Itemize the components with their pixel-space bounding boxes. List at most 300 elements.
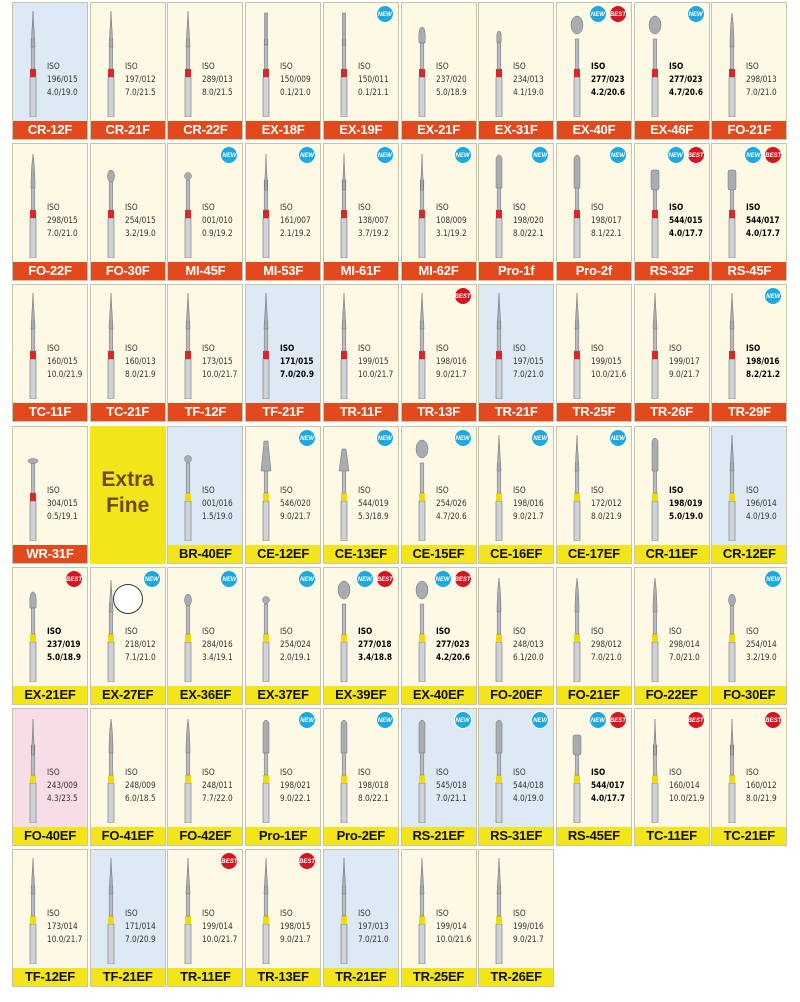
product-code: CE-15EF [402, 545, 476, 563]
bur-head [109, 293, 113, 329]
iso-code: 108/009 [435, 216, 467, 227]
product-specs [47, 626, 83, 665]
product-card[interactable] [478, 284, 554, 422]
product-card[interactable] [478, 143, 554, 281]
iso-code: 234/013 [513, 75, 544, 85]
product-specs [669, 485, 705, 524]
bur-body [419, 321, 425, 399]
dimensions: 6.1/20.0 [513, 652, 544, 663]
dimensions: 3.2/19.0 [746, 652, 777, 663]
product-card[interactable] [12, 284, 88, 422]
bur-image [256, 150, 276, 258]
product-code: TF-12EF [13, 968, 87, 986]
bur-head [575, 293, 579, 329]
product-specs [669, 626, 705, 665]
product-card[interactable] [167, 426, 243, 564]
iso-code: 277/023 [435, 639, 470, 650]
product-specs [746, 343, 782, 382]
bur-body [341, 463, 347, 541]
badges [589, 5, 629, 23]
product-code: TC-11F [13, 403, 87, 421]
badges [609, 429, 629, 447]
product-card[interactable] [167, 567, 243, 705]
bur-head [730, 293, 734, 329]
dimensions: 10.0/21.7 [357, 370, 394, 381]
product-card[interactable] [401, 849, 477, 987]
product-card[interactable] [711, 426, 787, 564]
product-card[interactable] [167, 708, 243, 846]
dimensions: 10.0/21.7 [47, 935, 83, 946]
bur-head [338, 581, 350, 599]
product-code: FO-21EF [557, 686, 631, 704]
product-card[interactable] [12, 567, 88, 705]
bur-head [339, 449, 349, 471]
bur-body [496, 321, 502, 399]
product-card[interactable] [90, 143, 166, 281]
bur-body [30, 321, 36, 399]
dimensions: 0.1/21.0 [280, 88, 311, 98]
product-card[interactable] [245, 143, 321, 281]
iso-label: ISO [280, 768, 293, 778]
bur-image [23, 856, 43, 964]
iso-code: 138/007 [357, 216, 389, 227]
bur-image [489, 291, 509, 399]
badges [376, 429, 396, 447]
bur-head [342, 858, 346, 894]
product-code: TR-26F [635, 403, 709, 421]
bur-body [729, 463, 735, 541]
product-card[interactable] [323, 708, 399, 846]
iso-code: 248/013 [513, 639, 544, 650]
iso-label: ISO [746, 344, 761, 355]
product-card[interactable] [245, 708, 321, 846]
dimensions: 6.0/18.5 [124, 794, 156, 804]
new-badge: NEW [454, 429, 472, 447]
iso-code: 545/018 [435, 781, 467, 791]
new-badge: NEW [298, 570, 316, 588]
iso-code: 160/014 [668, 781, 700, 791]
product-specs [358, 485, 394, 524]
product-code: MI-45F [168, 262, 242, 280]
bur-image [412, 9, 432, 117]
new-badge: NEW [764, 287, 782, 305]
iso-label: ISO [435, 626, 450, 637]
new-badge: NEW [376, 429, 394, 447]
product-card[interactable] [401, 143, 477, 281]
dimensions: 7.0/21.0 [357, 935, 389, 946]
product-specs [513, 767, 549, 806]
product-code: FO-30EF [712, 686, 786, 704]
bur-body [341, 39, 347, 117]
bur-head [265, 13, 268, 45]
bur-image [645, 9, 665, 117]
product-specs [125, 626, 161, 665]
bur-head [496, 720, 502, 753]
product-specs [436, 908, 472, 947]
bur-image [334, 291, 354, 399]
bur-body [574, 604, 580, 682]
best-badge: BEST [220, 852, 238, 870]
bur-body [419, 39, 425, 117]
badges [454, 711, 474, 729]
iso-label: ISO [202, 909, 216, 920]
iso-label: ISO [668, 626, 682, 637]
bur-image [412, 856, 432, 964]
product-code: CE-12EF [246, 545, 320, 563]
product-specs [513, 343, 549, 382]
product-code: Pro-1EF [246, 827, 320, 845]
iso-label: ISO [513, 909, 526, 920]
bur-head [575, 435, 579, 471]
dimensions: 4.0/19.0 [746, 511, 777, 522]
iso-label: ISO [435, 203, 449, 214]
bur-body [496, 886, 502, 964]
bur-head [573, 735, 581, 755]
iso-label: ISO [202, 203, 216, 214]
new-badge: NEW [298, 146, 316, 164]
product-specs [47, 908, 83, 947]
bur-head [265, 154, 268, 190]
iso-label: ISO [668, 203, 683, 214]
product-card[interactable] [478, 426, 554, 564]
iso-code: 298/013 [746, 75, 777, 85]
product-specs [202, 202, 238, 241]
bur-head [185, 173, 192, 180]
bur-head [574, 155, 580, 188]
iso-code: 160/012 [746, 781, 777, 791]
product-specs [280, 626, 316, 665]
product-specs [591, 485, 627, 524]
bur-image [23, 291, 43, 399]
product-code: Pro-1f [479, 262, 553, 280]
product-card[interactable] [556, 567, 632, 705]
iso-code: 289/013 [202, 75, 234, 85]
badges [298, 711, 318, 729]
iso-code: 199/015 [590, 357, 622, 368]
iso-code: 544/017 [590, 781, 625, 791]
product-card[interactable] [556, 143, 632, 281]
dimensions: 3.4/19.1 [202, 652, 234, 663]
iso-label: ISO [202, 626, 216, 637]
iso-code: 172/012 [590, 498, 622, 509]
product-code: RS-45EF [557, 827, 631, 845]
dimensions: 4.0/17.7 [746, 229, 781, 240]
product-card[interactable] [12, 2, 88, 140]
dimensions: 3.4/18.8 [357, 652, 392, 663]
new-badge: NEW [454, 711, 472, 729]
product-card[interactable] [12, 708, 88, 846]
iso-code: 199/016 [513, 922, 544, 933]
bur-head [496, 155, 502, 188]
bur-body [652, 180, 658, 258]
best-badge: BEST [764, 146, 782, 164]
product-card[interactable] [245, 2, 321, 140]
iso-label: ISO [590, 62, 606, 72]
badges [687, 711, 707, 729]
product-specs [202, 626, 238, 665]
product-specs [513, 908, 549, 947]
iso-code: 196/014 [746, 498, 777, 509]
bur-head [109, 719, 113, 753]
dimensions: 8.0/21.9 [124, 370, 156, 381]
product-card[interactable] [556, 2, 632, 140]
iso-label: ISO [668, 768, 682, 778]
dimensions: 8.0/21.9 [746, 794, 777, 804]
iso-code: 277/023 [668, 75, 703, 85]
bur-head [342, 154, 345, 190]
bur-image [334, 715, 354, 823]
product-card[interactable] [245, 426, 321, 564]
new-badge: NEW [376, 711, 394, 729]
iso-code: 298/012 [590, 639, 622, 650]
product-card[interactable] [711, 2, 787, 140]
product-card[interactable] [323, 284, 399, 422]
product-card[interactable] [167, 2, 243, 140]
product-card[interactable] [90, 567, 166, 705]
iso-label: ISO [47, 909, 60, 920]
product-specs [358, 61, 394, 100]
bur-body [652, 463, 658, 541]
dimensions: 0.1/21.1 [357, 88, 389, 98]
product-specs [202, 343, 238, 382]
badges [744, 146, 784, 164]
product-specs [436, 485, 472, 524]
product-code: EX-31F [479, 121, 553, 139]
badges [764, 287, 784, 305]
badges [65, 570, 85, 588]
product-card[interactable] [556, 426, 632, 564]
bur-head [263, 720, 269, 753]
iso-label: ISO [513, 768, 526, 778]
bur-body [419, 886, 425, 964]
product-card[interactable] [401, 426, 477, 564]
product-specs [280, 767, 316, 806]
bur-image [23, 433, 43, 541]
bur-body [108, 39, 114, 117]
bur-body [652, 39, 658, 117]
dimensions: 2.0/19.1 [280, 652, 311, 663]
product-specs [47, 485, 83, 524]
badges [376, 5, 396, 23]
product-card[interactable] [90, 708, 166, 846]
bur-body [574, 463, 580, 541]
bur-body [30, 604, 36, 682]
bur-head [31, 858, 35, 894]
iso-code: 304/015 [47, 498, 78, 509]
bur-image [567, 150, 587, 258]
product-code: EX-46F [635, 121, 709, 139]
iso-label: ISO [435, 768, 449, 778]
product-code: MI-61F [324, 262, 398, 280]
best-badge: BEST [298, 852, 316, 870]
product-code: CR-12F [13, 121, 87, 139]
bur-image [23, 574, 43, 682]
product-card[interactable] [711, 708, 787, 846]
bur-body [652, 321, 658, 399]
product-card[interactable] [478, 2, 554, 140]
product-specs [746, 626, 782, 665]
bur-head [418, 27, 424, 43]
bur-image [567, 574, 587, 682]
dimensions: 4.1/19.0 [513, 88, 544, 98]
product-code: TR-29F [712, 403, 786, 421]
bur-body [729, 745, 735, 823]
dimensions: 4.0/17.7 [590, 794, 625, 804]
product-code: EX-21F [402, 121, 476, 139]
bur-image [722, 9, 742, 117]
product-card[interactable] [634, 426, 710, 564]
bur-body [263, 180, 269, 258]
new-badge: NEW [454, 146, 472, 164]
product-specs [358, 343, 394, 382]
badges [298, 570, 318, 588]
iso-label: ISO [47, 203, 60, 214]
bur-image [489, 856, 509, 964]
product-card[interactable] [323, 143, 399, 281]
bur-head [31, 154, 35, 188]
iso-label: ISO [435, 485, 449, 496]
bur-image [23, 150, 43, 258]
product-specs [591, 343, 627, 382]
bur-image [256, 574, 276, 682]
bur-head [186, 719, 190, 753]
product-card[interactable] [711, 284, 787, 422]
dimensions: 7.0/21.0 [513, 370, 544, 381]
product-card[interactable] [711, 143, 787, 281]
iso-code: 237/019 [47, 639, 81, 650]
product-code: EX-39EF [324, 686, 398, 704]
bur-image [412, 291, 432, 399]
iso-code: 198/019 [668, 498, 703, 509]
product-card[interactable] [167, 143, 243, 281]
dimensions: 10.0/21.6 [435, 935, 471, 946]
iso-code: 237/020 [435, 75, 467, 85]
iso-label: ISO [590, 203, 604, 214]
product-code: TC-21F [91, 403, 165, 421]
product-specs [746, 485, 782, 524]
product-card[interactable] [478, 849, 554, 987]
bur-head [420, 154, 423, 190]
product-card[interactable] [167, 284, 243, 422]
bur-image [178, 574, 198, 682]
dimensions: 5.0/18.9 [47, 652, 81, 663]
bur-image [178, 433, 198, 541]
product-card[interactable] [634, 284, 710, 422]
product-card[interactable] [401, 567, 477, 705]
product-code: RS-31EF [479, 827, 553, 845]
iso-label: ISO [357, 344, 371, 355]
product-code: TR-13EF [246, 968, 320, 986]
product-code: FO-22EF [635, 686, 709, 704]
product-specs [436, 767, 472, 806]
bur-body [108, 745, 114, 823]
product-card[interactable] [634, 567, 710, 705]
product-specs [125, 61, 161, 100]
iso-code: 198/016 [513, 498, 544, 509]
product-card[interactable] [323, 567, 399, 705]
iso-code: 199/017 [668, 357, 700, 368]
iso-code: 171/015 [280, 357, 314, 368]
bur-body [341, 321, 347, 399]
iso-label: ISO [202, 485, 216, 496]
bur-head [107, 170, 114, 182]
badges [143, 570, 163, 588]
product-card[interactable] [12, 143, 88, 281]
product-code: TC-11EF [635, 827, 709, 845]
bur-image [178, 291, 198, 399]
product-specs [436, 343, 472, 382]
iso-label: ISO [357, 909, 371, 920]
product-card[interactable] [478, 567, 554, 705]
product-card[interactable] [323, 426, 399, 564]
product-code: TR-26EF [479, 968, 553, 986]
bur-image [178, 856, 198, 964]
bur-body [108, 180, 114, 258]
product-code: FO-40EF [13, 827, 87, 845]
product-code: EX-19F [324, 121, 398, 139]
product-card[interactable] [634, 708, 710, 846]
bur-head [264, 293, 268, 329]
product-card[interactable] [245, 567, 321, 705]
product-card[interactable] [245, 284, 321, 422]
iso-code: 198/016 [746, 357, 780, 368]
dimensions: 3.2/19.0 [124, 229, 156, 240]
bur-image [489, 433, 509, 541]
dimensions: 10.0/21.6 [590, 370, 627, 381]
product-card[interactable] [12, 426, 88, 564]
product-code: Pro-2EF [324, 827, 398, 845]
product-card[interactable] [478, 708, 554, 846]
product-card[interactable] [556, 708, 632, 846]
iso-label: ISO [47, 344, 60, 355]
product-card[interactable] [634, 143, 710, 281]
badges [531, 711, 551, 729]
product-specs [746, 767, 782, 806]
product-code: MI-53F [246, 262, 320, 280]
product-card[interactable] [401, 2, 477, 140]
product-card[interactable] [167, 849, 243, 987]
product-code: CR-12EF [712, 545, 786, 563]
product-card[interactable] [401, 708, 477, 846]
product-code: TR-11EF [168, 968, 242, 986]
dimensions: 9.0/21.7 [435, 370, 467, 381]
product-card[interactable] [245, 849, 321, 987]
badges [298, 852, 318, 870]
product-card[interactable] [90, 2, 166, 140]
product-card[interactable] [12, 849, 88, 987]
product-card[interactable] [634, 2, 710, 140]
bur-image [256, 715, 276, 823]
bur-image [334, 433, 354, 541]
iso-label: ISO [590, 344, 604, 355]
product-card[interactable] [401, 284, 477, 422]
bur-image [722, 433, 742, 541]
bur-head [185, 594, 192, 606]
badges [376, 146, 396, 164]
new-badge: NEW [667, 146, 685, 164]
product-card[interactable] [711, 567, 787, 705]
product-specs [280, 202, 316, 241]
product-code: TF-21F [246, 403, 320, 421]
iso-label: ISO [435, 344, 449, 355]
product-card[interactable] [90, 849, 166, 987]
product-card[interactable] [323, 2, 399, 140]
bur-body [263, 604, 269, 682]
product-card[interactable] [556, 284, 632, 422]
product-card[interactable] [90, 284, 166, 422]
badges [376, 711, 396, 729]
product-card[interactable] [323, 849, 399, 987]
